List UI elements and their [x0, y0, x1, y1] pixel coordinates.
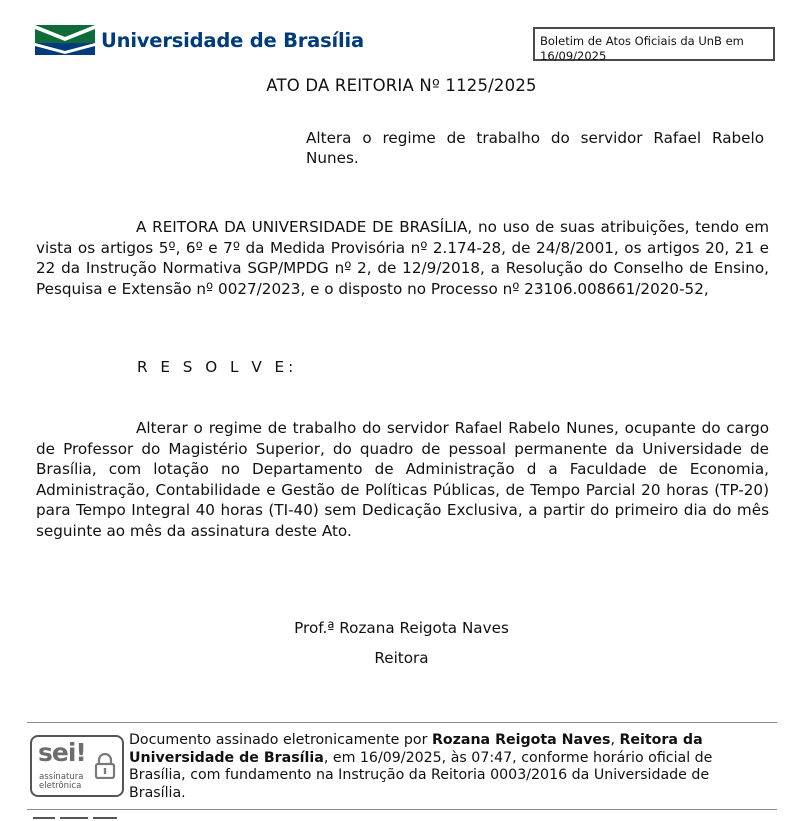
- signer-name: Rozana Reigota Naves: [431, 732, 611, 748]
- resolve-heading: R E S O L V E:: [137, 358, 298, 376]
- logo-text: Universidade de Brasília: [101, 28, 364, 52]
- footer-divider-bottom: [27, 809, 777, 810]
- sei-logo-text: sei!: [38, 738, 86, 767]
- cropped-text-fragment: [30, 815, 125, 821]
- unb-emblem-icon: [35, 25, 95, 55]
- sei-signature-text: Documento assinado eletronicamente por Rozana Reigota Naves, Reitora da Universidade de Brasília, em 16/09/2025, às 07:47, conforme horário oficial de Brasília, com fundamento na Instrução da Reitoria 0003/2016 da Universidade de Brasília.: [129, 732, 713, 801]
- lock-icon: [94, 753, 116, 779]
- bulletin-box: Boletim de Atos Oficiais da UnB em 16/09/2025: [533, 27, 775, 61]
- footer-divider-top: [27, 722, 777, 723]
- signer-role: Reitora da Universidade de Brasília: [129, 732, 703, 766]
- sei-signature-badge: [30, 735, 124, 797]
- preamble-text: A REITORA DA UNIVERSIDADE DE BRASÍLIA, no uso de suas atribuições, tendo em vista os artigos 5º, 6º e 7º da Medida Provisória nº 2.174-28, de 24/8/2001, os artigos 20, 21 e 22 da Instrução Normativa SGP/MPDG nº 2, de 12/9/2018, a Resolução do Conselho de Ensino, Pesquisa e Extensão nº 0027/2023, e o disposto no Processo nº 23106.008661/2020-52,: [36, 218, 769, 298]
- unb-logo: [35, 25, 364, 55]
- sei-badge-caption: assinatura eletrônica: [39, 772, 84, 791]
- document-title: ATO DA REITORIA Nº 1125/2025: [266, 76, 537, 95]
- ementa: Altera o regime de trabalho do servidor Rafael Rabelo Nunes.: [306, 129, 764, 167]
- preamble-paragraph: [36, 217, 769, 299]
- signatory-name: Prof.ª Rozana Reigota Naves: [294, 619, 509, 637]
- body-paragraph: [36, 418, 769, 541]
- body-text: Alterar o regime de trabalho do servidor Rafael Rabelo Nunes, ocupante do cargo de Professor do Magistério Superior, do quadro de pessoal permanente da Universidade de Brasília, com lotação no Departamento de Administração d a Faculdade de Economia, Administração, Contabilidade e Gestão de Políticas Públicas, de Tempo Parcial 20 horas (TP-20) para Tempo Integral 40 horas (TI-40) sem Dedicação Exclusiva, a partir do primeiro dia do mês seguinte ao mês da assinatura deste Ato.: [36, 419, 769, 540]
- signatory-role: Reitora: [374, 649, 429, 667]
